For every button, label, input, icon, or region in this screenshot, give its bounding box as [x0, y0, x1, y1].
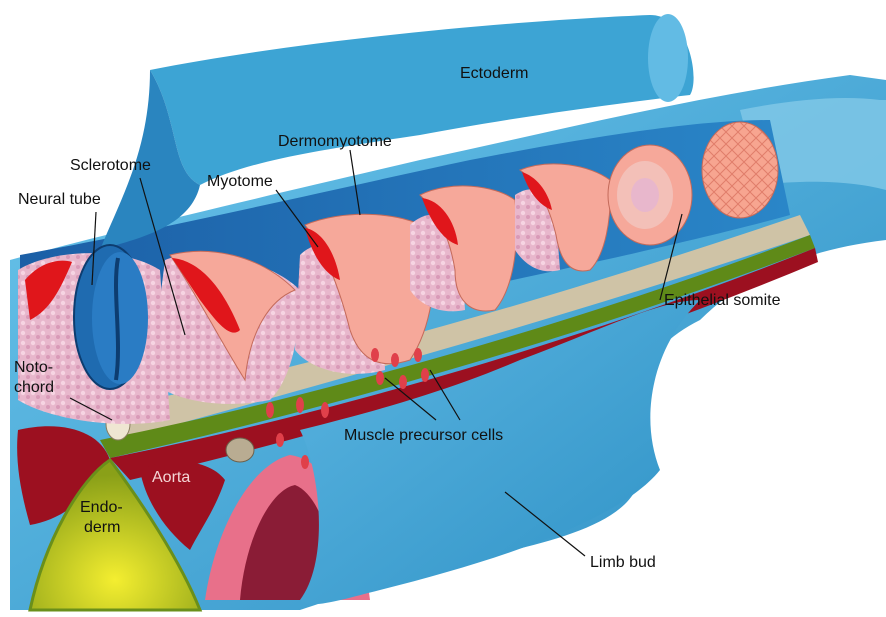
- myotome-label: Myotome: [207, 173, 273, 190]
- somite-6: [608, 145, 692, 245]
- epithelial-somite-label: Epithelial somite: [664, 292, 781, 309]
- aorta-label: Aorta: [152, 469, 191, 486]
- muscle-precursor-cells-label: Muscle precursor cells: [344, 427, 504, 444]
- somite-4: [410, 186, 516, 311]
- endoderm-label-line1: Endo-: [80, 499, 123, 516]
- aortic-vessel-end: [226, 438, 254, 462]
- sclerotome-label: Sclerotome: [70, 157, 151, 174]
- limb-bud-label: Limb bud: [590, 554, 656, 571]
- ectoderm-flap-end: [648, 14, 688, 102]
- neural-tube-label: Neural tube: [18, 191, 101, 208]
- somite-7: [702, 122, 778, 218]
- somite-1: [18, 245, 170, 424]
- dermomyotome-label: Dermomyotome: [278, 133, 392, 150]
- endoderm-label-line2: derm: [84, 519, 121, 536]
- notochord-label-line1: Noto-: [14, 359, 54, 376]
- somite-5: [515, 164, 610, 271]
- somite-2: [150, 251, 300, 404]
- notochord-label-line2: chord: [14, 379, 55, 396]
- ectoderm-label: Ectoderm: [460, 65, 529, 82]
